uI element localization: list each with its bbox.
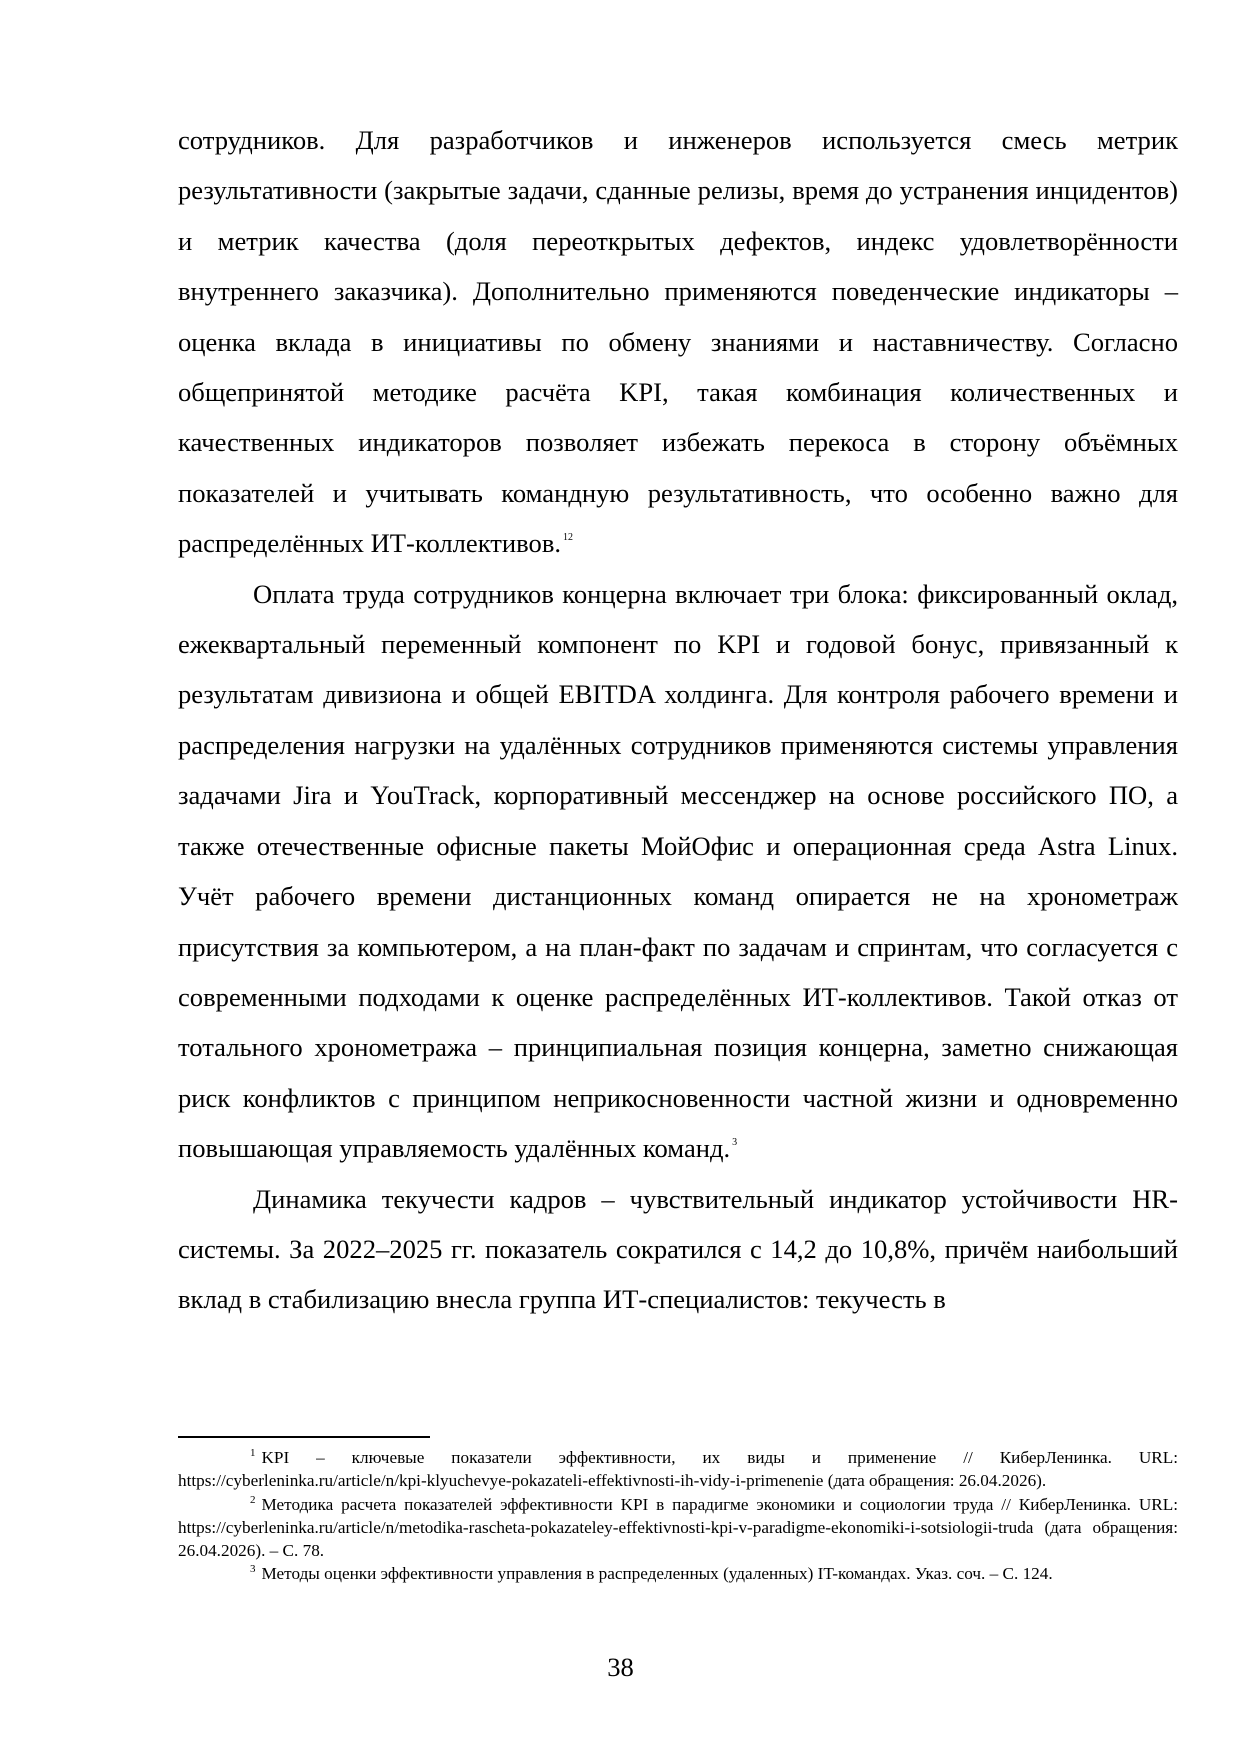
footnote-3 (178, 1562, 1178, 1585)
footnote-1 (178, 1446, 1178, 1493)
paragraph-text: сотрудников. Для разработчиков и инженеров используется смесь метрик результативности (закрытые задачи, сданные релизы, время до устранения инцидентов) и метрик качества (доля переоткрытых дефектов, индекс удовлетворённости внутреннего заказчика). Дополнительно применяются поведенческие индикаторы – оценка вклада в инициативы по обмену знаниями и наставничеству. Согласно общепринятой методике расчёта KPI, такая комбинация количественных и качественных индикаторов позволяет избежать перекоса в сторону объёмных показателей и учитывать командную результативность, что особенно важно для распределённых ИТ-коллективов. (178, 125, 1178, 559)
footnote-mark: 2 (250, 1493, 256, 1506)
footnote-text: Методика расчета показателей эффективности KPI в парадигме экономики и социологии труда // КиберЛенинка. URL: https://cyberleninka.ru/article/n/metodika-rascheta-pokazateley-effektivnosti-kpi-v-paradigme-ekonomiki-i-sotsiologii-truda (дата обращения: 26.04.2026). – С. 78. (178, 1494, 1178, 1561)
paragraph-text: Оплата труда сотрудников концерна включает три блока: фиксированный оклад, ежеквартальный переменный компонент по KPI и годовой бонус, привязанный к результатам дивизиона и общей EBITDA холдинга. Для контроля рабочего времени и распределения нагрузки на удалённых сотрудников применяются системы управления задачами Jira и YouTrack, корпоративный мессенджер на основе российского ПО, а также отечественные офисные пакеты МойОфис и операционная среда Astra Linux. Учёт рабочего времени дистанционных команд опирается не на хронометраж присутствия за компьютером, а на план-факт по задачам и спринтам, что согласуется с современными подходами к оценке распределённых ИТ-коллективов. Такой отказ от тотального хронометража – принципиальная позиция концерна, заметно снижающая риск конфликтов с принципом неприкосновенности частной жизни и одновременно повышающая управляемость удалённых команд. (178, 578, 1178, 1164)
paragraph-compensation (178, 569, 1178, 1174)
footnote-reference[interactable]: 3 (732, 1137, 738, 1149)
paragraph-kpi-metrics (178, 115, 1178, 569)
paragraph-text: Динамика текучести кадров – чувствительный индикатор устойчивости HR-системы. За 2022–2025 гг. показатель сократился с 14,2 до 10,8%, причём наибольший вклад в стабилизацию внесла группа ИТ-специалистов: текучесть в (178, 1183, 1178, 1315)
footnotes (178, 1446, 1178, 1586)
footnote-mark: 1 (250, 1447, 256, 1459)
footnote-reference[interactable]: 12 (563, 532, 574, 544)
page-number: 38 (607, 1652, 634, 1682)
footnote-separator (178, 1436, 430, 1438)
footnote-text: Методы оценки эффективности управления в распределенных (удаленных) IT-командах. Указ. соч. – С. 124. (261, 1564, 1053, 1584)
footnote-mark: 3 (250, 1563, 256, 1576)
footnote-text: KPI – ключевые показатели эффективности, их виды и применение // КиберЛенинка. URL: https://cyberleninka.ru/article/n/kpi-klyuchevye-pokazateli-effektivnosti-ih-vidy-i-primenenie (дата обращения: 26.04.2026). (178, 1448, 1178, 1491)
body-text (178, 115, 1178, 1325)
footnote-2 (178, 1493, 1178, 1563)
paragraph-turnover (178, 1174, 1178, 1325)
